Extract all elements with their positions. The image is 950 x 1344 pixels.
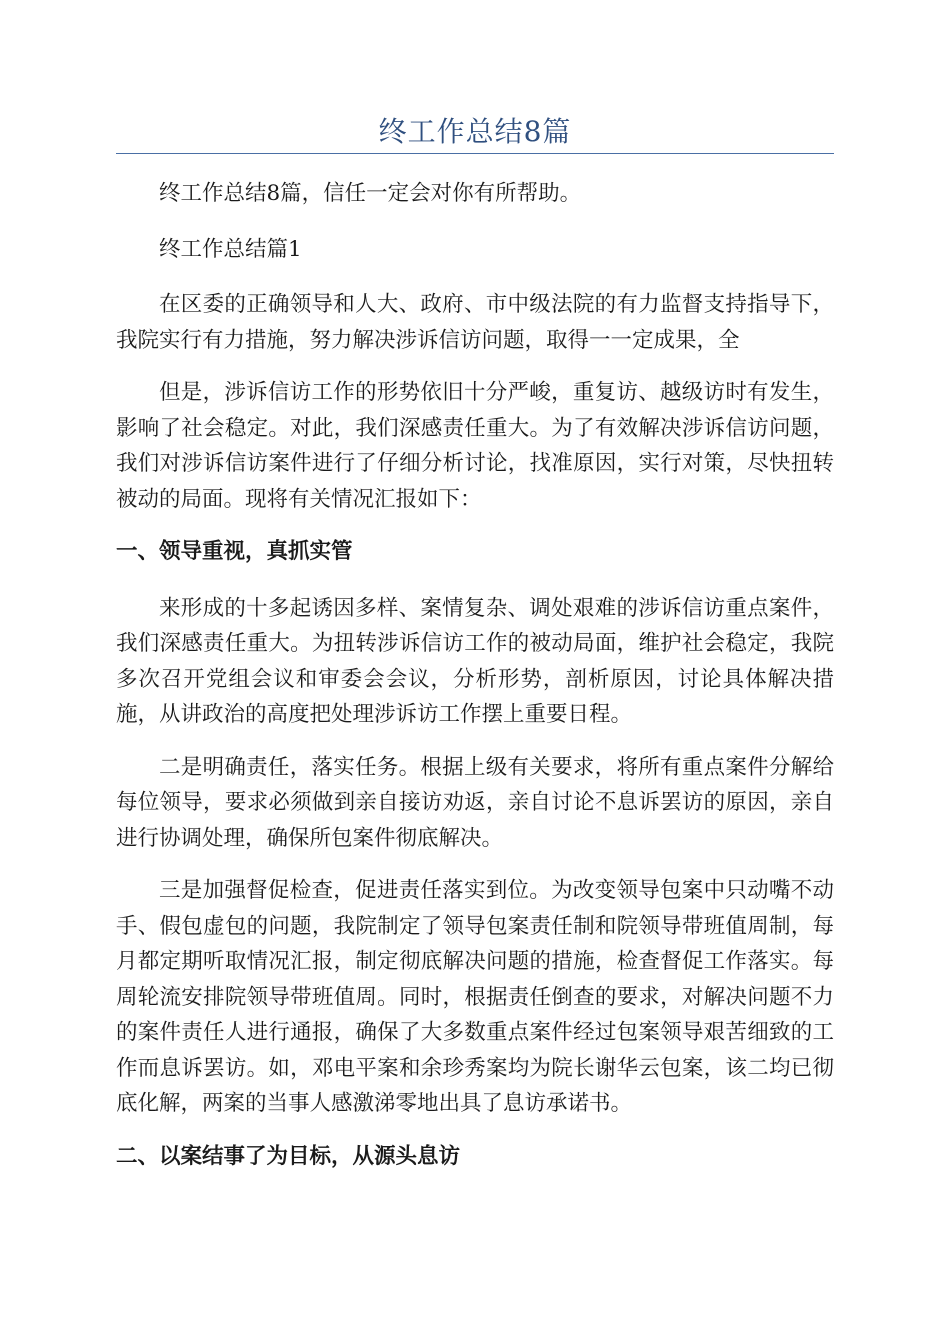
intro-paragraph: 终工作总结8篇，信任一定会对你有所帮助。 bbox=[159, 181, 582, 206]
section-label: 终工作总结篇1 bbox=[159, 236, 302, 262]
heading-1: 一、领导重视，真抓实管 bbox=[116, 539, 353, 564]
document-title: 终工作总结8篇 bbox=[378, 115, 572, 148]
section-1-paragraph-1: 来形成的十多起诱因多样、案情复杂、调处艰难的涉诉信访重点案件，我们深感责任重大。为扭转涉诉信访工作的被动局面，维护社会稳定，我院多次召开党组会议和审委会会议，分析形势，剖析原因，讨论具体解决措施，从讲政治的高度把处理涉诉访工作摆上重要日程。 bbox=[116, 595, 834, 727]
title-underline bbox=[116, 153, 834, 154]
section-1-paragraph-3: 三是加强督促检查，促进责任落实到位。为改变领导包案中只动嘴不动手、假包虚包的问题，我院制定了领导包案责任制和院领导带班值周制，每月都定期听取情况汇报，制定彻底解决问题的措施，检查督促工作落实。每周轮流安排院领导带班值周。同时，根据责任倒查的要求，对解决问题不力的案件责任人进行通报，确保了大多数重点案件经过包案领导艰苦细致的工作而息诉罢访。如，邓电平案和余珍秀案均为院长谢华云包案，该二均已彻底化解，两案的当事人感激涕零地出具了息访承诺书。 bbox=[116, 878, 834, 1116]
paragraph-1: 在区委的正确领导和人大、政府、市中级法院的有力监督支持指导下，我院实行有力措施，努力解决涉诉信访问题，取得一一定成果，全 bbox=[116, 292, 834, 353]
section-1-paragraph-2: 二是明确责任，落实任务。根据上级有关要求，将所有重点案件分解给每位领导，要求必须做到亲自接访劝返，亲自讨论不息诉罢访的原因，亲自进行协调处理，确保所包案件彻底解决。 bbox=[116, 754, 834, 851]
heading-2: 二、以案结事了为目标，从源头息访 bbox=[116, 1143, 461, 1169]
document-body bbox=[116, 176, 834, 1195]
paragraph-2: 但是，涉诉信访工作的形势依旧十分严峻，重复访、越级访时有发生，影响了社会稳定。对此，我们深感责任重大。为了有效解决涉诉信访问题，我们对涉诉信访案件进行了仔细分析讨论，找准原因，实行对策，尽快扭转被动的局面。现将有关情况汇报如下： bbox=[116, 380, 834, 512]
